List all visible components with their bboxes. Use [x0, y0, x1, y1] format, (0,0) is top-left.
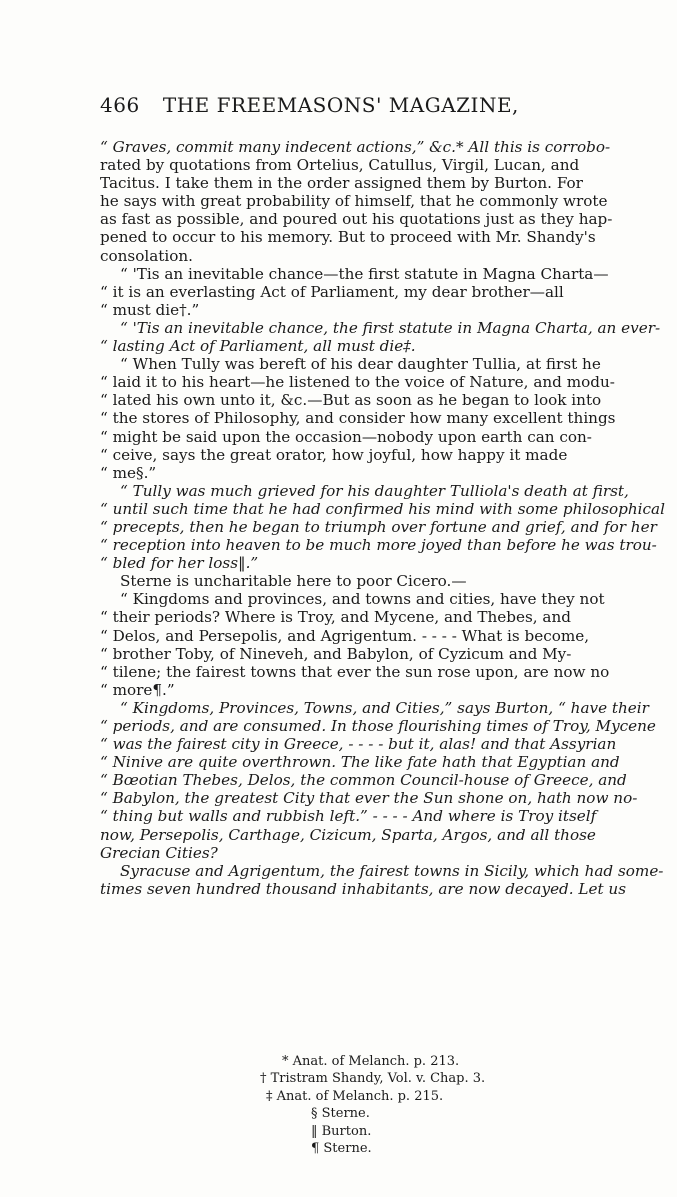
text-line: “ brother Toby, of Nineveh, and Babylon, of Cyzicum and My- — [100, 644, 572, 663]
text-line: “ must die†.” — [100, 300, 200, 319]
text-line: “ Bœotian Thebes, Delos, the common Council-house of Greece, and — [100, 771, 627, 790]
text-line: Sterne is uncharitable here to poor Cicero.— — [120, 572, 467, 591]
footnote: † Tristram Shandy, Vol. v. Chap. 3. — [260, 1071, 486, 1087]
text-line: “ Kingdoms and provinces, and towns and cities, have they not — [120, 590, 605, 609]
body-text — [100, 138, 665, 898]
text-line: “ me§.” — [100, 463, 157, 482]
text-line: as fast as possible, and poured out his quotations just as they hap- — [100, 210, 613, 229]
page-number: 466 — [100, 93, 140, 117]
footnotes — [0, 1053, 677, 1157]
text-line: “ Delos, and Persepolis, and Agrigentum. - - - - What is become, — [100, 626, 590, 645]
text-line: pened to occur to his memory. But to proceed with Mr. Shandy's — [100, 228, 596, 247]
page-header — [100, 93, 600, 117]
text-line: Grecian Cities? — [100, 843, 218, 862]
text-line: “ When Tully was bereft of his dear daughter Tullia, at first he — [120, 355, 601, 374]
text-line: “ lasting Act of Parliament, all must die‡. — [100, 337, 416, 356]
text-line: “ 'Tis an inevitable chance, the first statute in Magna Charta, an ever- — [120, 318, 661, 337]
text-line: Syracuse and Agrigentum, the fairest towns in Sicily, which had some- — [120, 861, 664, 880]
running-title: THE FREEMASONS' MAGAZINE, — [162, 93, 519, 117]
text-line: “ was the fairest city in Greece, - - - - but it, alas! and that Assyrian — [100, 735, 617, 754]
text-line: “ might be said upon the occasion—nobody upon earth can con- — [100, 427, 592, 446]
text-line: “ reception into heaven to be much more joyed than before he was trou- — [100, 536, 657, 555]
text-line: “ Kingdoms, Provinces, Towns, and Cities,” says Burton, “ have their — [120, 698, 649, 717]
footnote: § Sterne. — [311, 1106, 370, 1122]
text-line: “ periods, and are consumed. In those flourishing times of Troy, Mycene — [100, 717, 656, 735]
text-line: “ thing but walls and rubbish left.” - - - - And where is Troy itself — [100, 807, 597, 826]
footnote: ‖ Burton. — [311, 1123, 372, 1139]
footnote: ¶ Sterne. — [311, 1141, 372, 1157]
text-line: “ Babylon, the greatest City that ever the Sun shone on, hath now no- — [100, 789, 638, 808]
text-line: “ Ninive are quite overthrown. The like fate hath that Egyptian and — [100, 753, 620, 772]
text-line: “ precepts, then he began to triumph over fortune and grief, and for her — [100, 517, 657, 536]
text-line: “ 'Tis an inevitable chance—the first statute in Magna Charta— — [120, 264, 609, 283]
text-line: “ until such time that he had confirmed his mind with some philosophical — [100, 499, 665, 518]
text-line: now, Persepolis, Carthage, Cizicum, Sparta, Argos, and all those — [100, 825, 596, 844]
text-line: “ the stores of Philosophy, and consider how many excellent things — [100, 409, 616, 428]
text-line: “ more¶.” — [100, 680, 175, 699]
text-line: Tacitus. I take them in the order assigned them by Burton. For — [100, 174, 583, 193]
text-line: “ ceive, says the great orator, how joyful, how happy it made — [100, 445, 568, 464]
text-line: consolation. — [100, 246, 193, 265]
text-line: “ laid it to his heart—he listened to the voice of Nature, and modu- — [100, 373, 615, 392]
text-line: times seven hundred thousand inhabitants, are now decayed. Let us — [100, 879, 627, 898]
text-line: “ their periods? Where is Troy, and Mycene, and Thebes, and — [100, 608, 571, 627]
text-line: “ it is an everlasting Act of Parliament, my dear brother—all — [100, 282, 564, 301]
text-line: “ lated his own unto it, &c.—But as soon as he began to look into — [100, 391, 602, 410]
text-line: “ tilene; the fairest towns that ever the sun rose upon, are now no — [100, 662, 610, 681]
text-line: “ Tully was much grieved for his daughter Tulliola's death at first, — [120, 481, 629, 500]
text-line: “ bled for her loss‖.” — [100, 554, 259, 573]
footnote: * Anat. of Melanch. p. 213. — [282, 1054, 460, 1069]
text-line: he says with great probability of himself, that he commonly wrote — [100, 192, 608, 211]
footnote: ‡ Anat. of Melanch. p. 215. — [266, 1088, 444, 1104]
text-line: “ Graves, commit many indecent actions,” &c.* All this is corrobo- — [100, 138, 611, 156]
text-line: rated by quotations from Ortelius, Catullus, Virgil, Lucan, and — [100, 156, 580, 175]
